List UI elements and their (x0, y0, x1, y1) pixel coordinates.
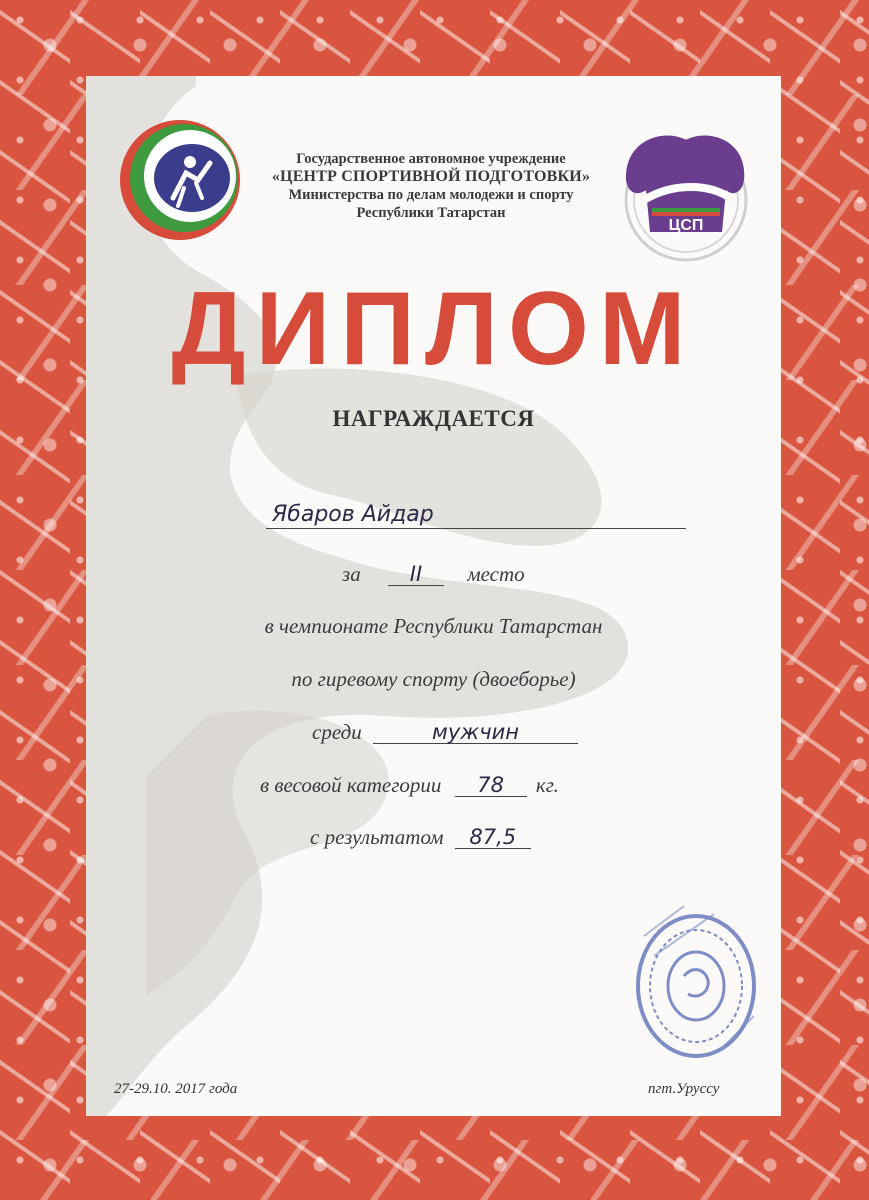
among-line (312, 720, 578, 745)
award-date: 27-29.10. 2017 года (114, 1081, 238, 1097)
among-value: мужчин (373, 721, 578, 744)
csp-emblem-icon (614, 120, 756, 265)
diploma-sheet (86, 76, 781, 1116)
weight-line (260, 773, 559, 798)
weight-prefix: в весовой категории (260, 773, 442, 797)
place-suffix: место (467, 562, 525, 586)
result-value: 87,5 (455, 826, 531, 849)
diploma-title: ДИПЛОМ (171, 271, 696, 387)
weight-suffix: кг. (535, 773, 559, 797)
place-prefix: за (342, 562, 361, 586)
org-line-2: «ЦЕНТР СПОРТИВНОЙ ПОДГОТОВКИ» (271, 168, 591, 185)
org-line-1: Государственное автономное учреждение (296, 151, 566, 167)
recipient-name: Ябаров Айдар (272, 502, 434, 527)
result-prefix: с результатом (310, 825, 444, 849)
organization-header (256, 150, 606, 222)
org-line-4: Республики Татарстан (356, 205, 506, 221)
place-line (342, 562, 525, 587)
awarded-heading: НАГРАЖДАЕТСЯ (332, 406, 535, 431)
among-prefix: среди (312, 720, 362, 744)
weight-value: 78 (455, 774, 527, 797)
sports-center-logo-icon (118, 118, 243, 243)
place-value: II (388, 563, 444, 586)
org-line-3: Министерства по делам молодежи и спорту (288, 187, 574, 203)
csp-emblem-text: ЦСП (668, 217, 704, 234)
result-line (310, 825, 531, 850)
award-location: пгт.Уруссу (648, 1081, 720, 1097)
event-line-2: по гиревому спорту (двоеборье) (291, 667, 576, 691)
recipient-name-line (266, 502, 686, 529)
event-line-1: в чемпионате Республики Татарстан (264, 614, 603, 638)
official-stamp-icon (624, 896, 769, 1071)
